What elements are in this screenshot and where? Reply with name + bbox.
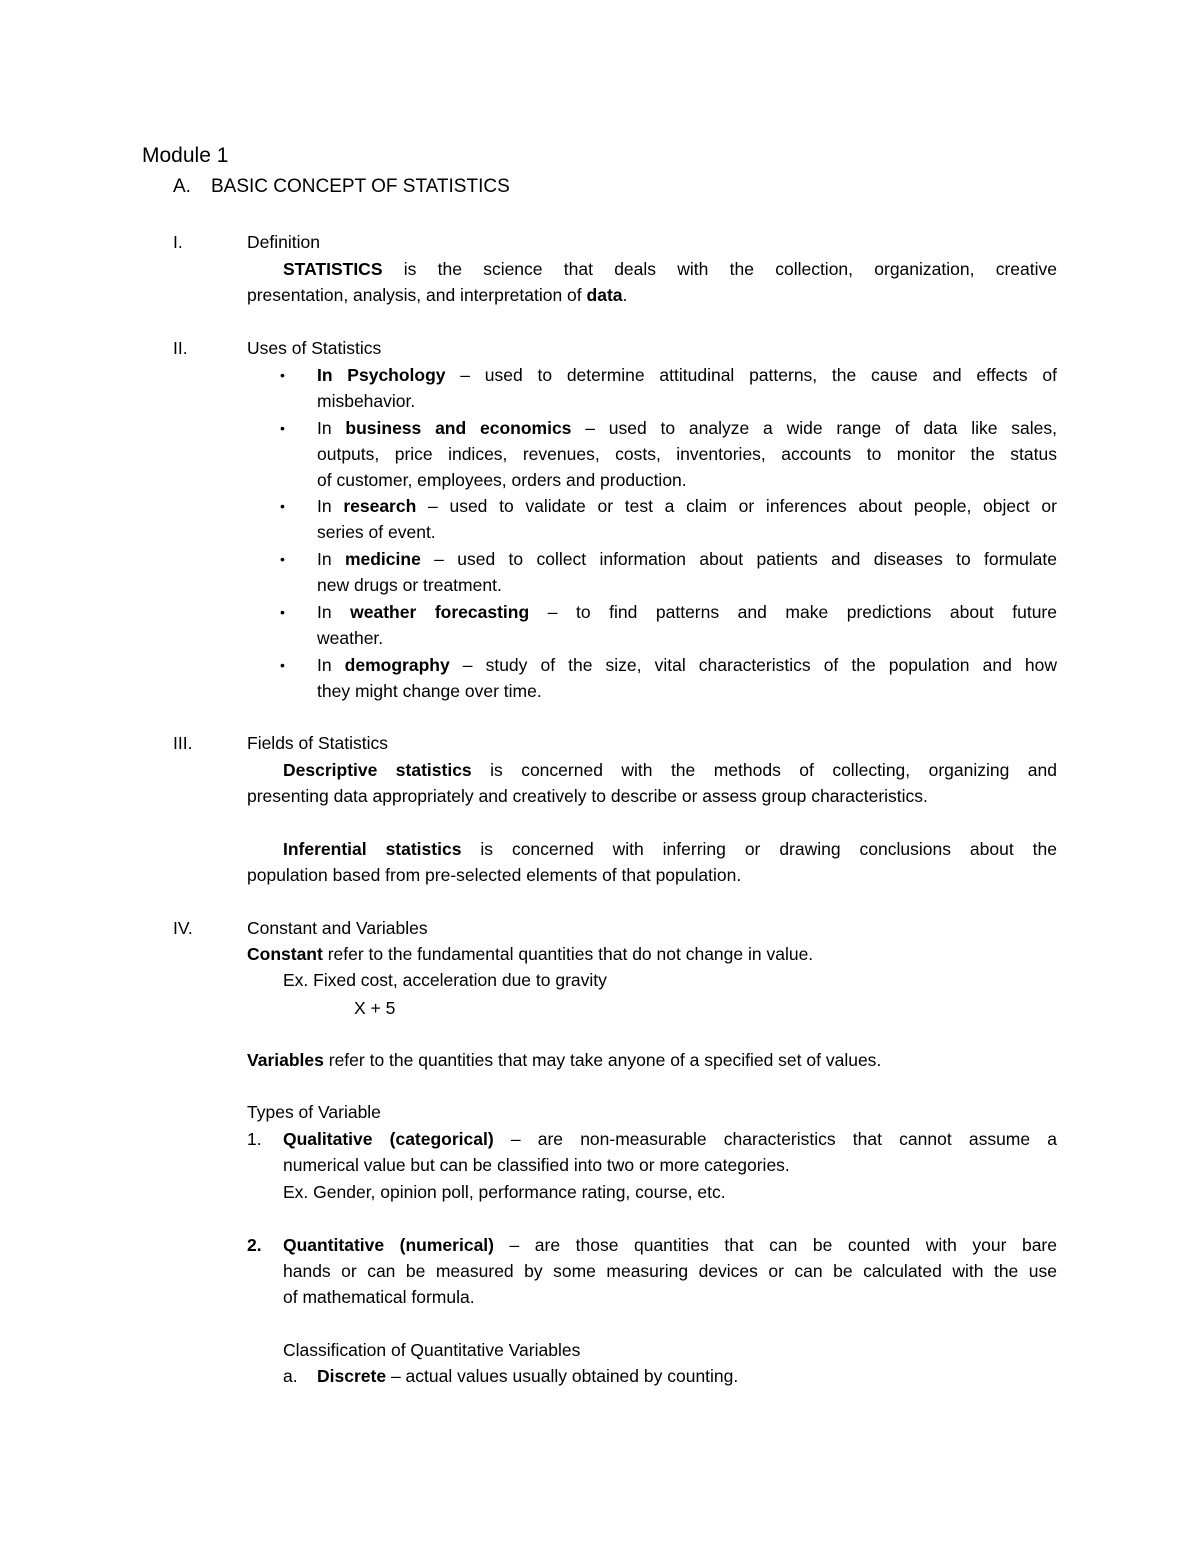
term-variables: Variables	[247, 1050, 324, 1070]
list-item-text: weather.	[317, 628, 384, 648]
example-text: Ex. Gender, opinion poll, performance rating, course, etc.	[283, 1182, 726, 1202]
list-item-text: – used to analyze a wide range of data like sales,	[571, 418, 1057, 438]
list-item-text: – used to determine attitudinal patterns, the cause and effects of	[445, 365, 1057, 385]
term-data: data	[586, 285, 623, 305]
list-item-term: Discrete	[317, 1366, 387, 1386]
definition-line	[247, 282, 627, 308]
bullet-icon: •	[280, 657, 285, 673]
list-item-term: demography	[344, 655, 450, 675]
list-item-text: – are those quantities that can be counted with your bare	[494, 1235, 1057, 1255]
list-item-text: – are non-measurable characteristics that cannot assume a	[493, 1129, 1057, 1149]
list-item-text: In	[317, 655, 345, 675]
list-item-text: In	[317, 549, 345, 569]
bullet-icon: •	[280, 498, 285, 514]
paragraph-line	[247, 1047, 881, 1073]
term-descriptive: Descriptive statistics	[283, 760, 472, 780]
list-item	[283, 1232, 1057, 1258]
list-item-text: of mathematical formula.	[283, 1287, 475, 1307]
list-item-text: – used to validate or test a claim or inferences about people, object or	[416, 496, 1057, 516]
list-item-text: new drugs or treatment.	[317, 575, 502, 595]
list-item-text: they might change over time.	[317, 681, 542, 701]
list-item-term: business and economics	[345, 418, 572, 438]
list-number: 2.	[247, 1235, 262, 1255]
definition-text: .	[622, 285, 628, 305]
list-item-text: In	[317, 496, 344, 516]
section-number: IV.	[173, 918, 193, 938]
paragraph-text: is concerned with the methods of collecting, organizing and	[471, 760, 1057, 780]
paragraph-line	[247, 941, 813, 967]
list-item-text: series of event.	[317, 522, 436, 542]
list-item-text: numerical value but can be classified into two or more categories.	[283, 1155, 790, 1175]
term-inferential: Inferential statistics	[283, 839, 462, 859]
list-item-text: In	[317, 418, 346, 438]
list-item-term: Quantitative (numerical)	[283, 1235, 494, 1255]
expression: X + 5	[354, 998, 396, 1018]
list-item-term: Qualitative (categorical)	[283, 1129, 494, 1149]
list-item-text: – to find patterns and make predictions about future	[529, 602, 1057, 622]
list-item	[283, 1126, 1057, 1152]
list-item	[317, 1363, 738, 1389]
section-heading: Definition	[247, 232, 320, 252]
paragraph-line	[283, 836, 1057, 862]
list-letter: a.	[283, 1366, 298, 1386]
bullet-icon: •	[280, 420, 285, 436]
section-heading: Fields of Statistics	[247, 733, 389, 753]
list-item-term: research	[343, 496, 417, 516]
list-item-text: hands or can be measured by some measuring devices or can be calculated with the use	[283, 1261, 1057, 1281]
section-title: BASIC CONCEPT OF STATISTICS	[211, 176, 510, 197]
definition-text: is the science that deals with the collection, organization, creative	[382, 259, 1057, 279]
list-item-text: of customer, employees, orders and production.	[317, 470, 687, 490]
paragraph-text: refer to the fundamental quantities that do not change in value.	[322, 944, 814, 964]
paragraph-text: presenting data appropriately and creatively to describe or assess group characteristics.	[247, 786, 928, 806]
section-letter: A.	[173, 176, 191, 197]
list-item	[317, 546, 1057, 572]
list-item	[317, 493, 1057, 519]
bullet-icon: •	[280, 604, 285, 620]
definition-line	[283, 256, 1057, 282]
section-number: II.	[173, 338, 188, 358]
term-constant: Constant	[247, 944, 323, 964]
module-title: Module 1	[142, 144, 229, 167]
term-statistics: STATISTICS	[283, 259, 383, 279]
section-heading: Uses of Statistics	[247, 338, 382, 358]
section-number: III.	[173, 733, 193, 753]
list-item-text: In	[317, 602, 351, 622]
list-item-term: medicine	[344, 549, 421, 569]
bullet-icon: •	[280, 551, 285, 567]
subheading: Classification of Quantitative Variables	[283, 1340, 581, 1360]
list-item	[317, 652, 1057, 678]
list-item-term: weather forecasting	[350, 602, 530, 622]
paragraph-text: refer to the quantities that may take anyone of a specified set of values.	[323, 1050, 882, 1070]
example-text: Ex. Fixed cost, acceleration due to gravity	[283, 970, 607, 990]
list-item-text: misbehavior.	[317, 391, 416, 411]
definition-text: presentation, analysis, and interpretation of	[247, 285, 587, 305]
list-item-text: – used to collect information about patients and diseases to formulate	[420, 549, 1057, 569]
paragraph-line	[283, 757, 1057, 783]
list-item-term: In Psychology	[317, 365, 446, 385]
list-item-text: – actual values usually obtained by counting.	[386, 1366, 739, 1386]
list-item	[317, 362, 1057, 388]
bullet-icon: •	[280, 367, 285, 383]
subheading: Types of Variable	[247, 1102, 381, 1122]
paragraph-text: is concerned with inferring or drawing conclusions about the	[461, 839, 1057, 859]
section-number: I.	[173, 232, 183, 252]
list-item-text: – study of the size, vital characteristics of the population and how	[449, 655, 1057, 675]
list-number: 1.	[247, 1129, 262, 1149]
list-item	[317, 415, 1057, 441]
paragraph-text: population based from pre-selected elements of that population.	[247, 865, 742, 885]
list-item-text: outputs, price indices, revenues, costs, inventories, accounts to monitor the status	[317, 444, 1057, 464]
list-item	[317, 599, 1057, 625]
section-heading: Constant and Variables	[247, 918, 428, 938]
